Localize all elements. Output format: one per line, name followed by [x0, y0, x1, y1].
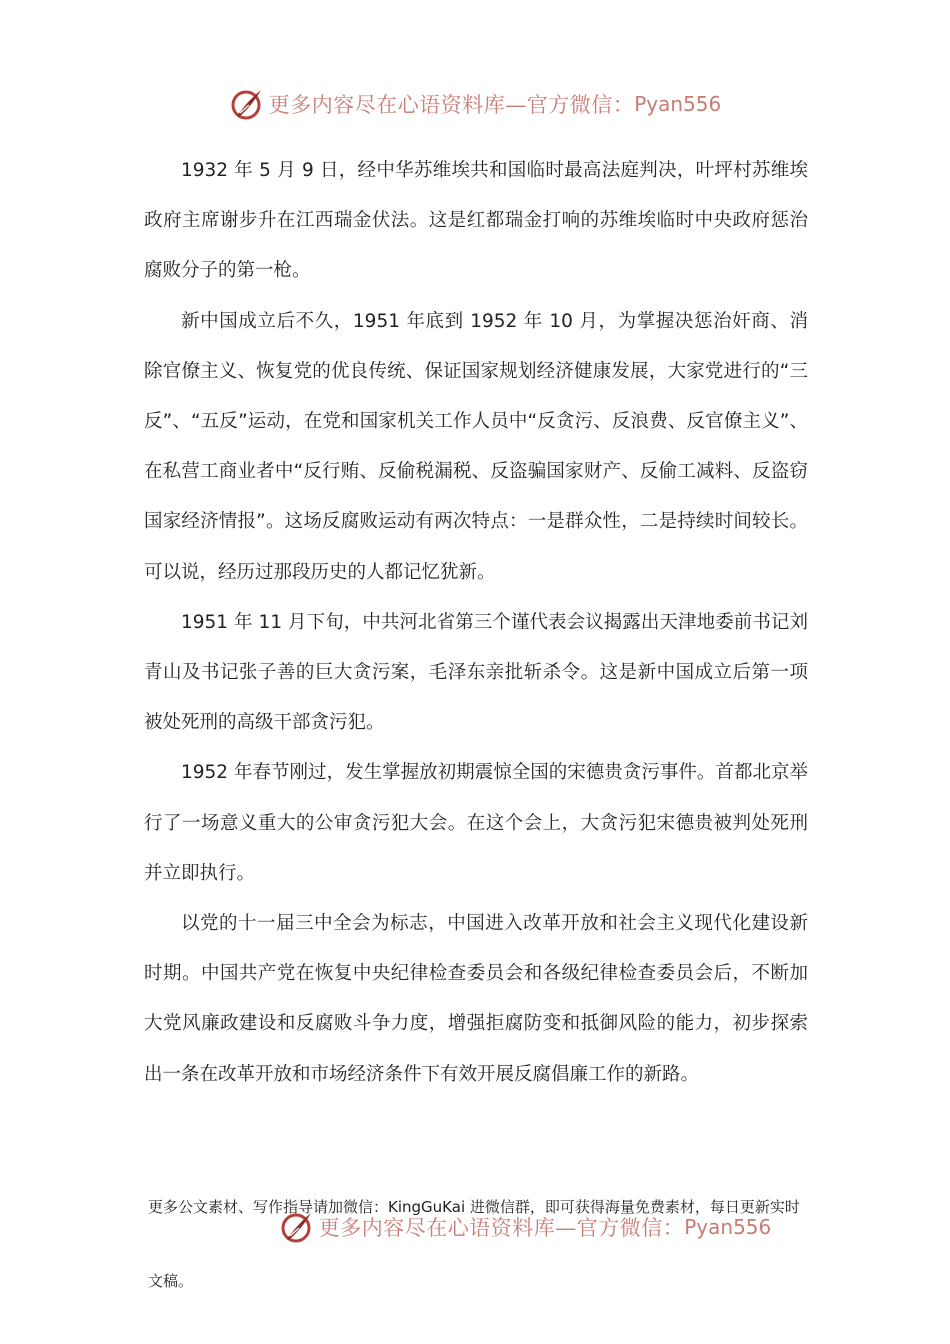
- watermark-banner-bottom: [50, 1207, 950, 1247]
- quill-logo-icon: [279, 1209, 315, 1245]
- watermark-text: 更多内容尽在心语资料库—官方微信：: [268, 93, 635, 117]
- watermark-wechat-id: Pyan556: [684, 1215, 772, 1239]
- paragraph-1: 1932 年 5 月 9 日，经中华苏维埃共和国临时最高法庭判决，叶坪村苏维埃政府主席谢步升在江西瑞金伏法。这是红都瑞金打响的苏维埃临时中央政府惩治腐败分子的第一枪。: [144, 160, 808, 282]
- watermark-wechat-id: Pyan556: [634, 92, 722, 116]
- paragraph-5: 以党的十一届三中全会为标志，中国进入改革开放和社会主义现代化建设新时期。中国共产党在恢复中央纪律检查委员会和各级纪律检查委员会后，不断加大党风廉政建设和反腐败斗争力度，增强拒腐防变和抵御风险的能力，初步探索出一条在改革开放和市场经济条件下有效开展反腐倡廉工作的新路。: [144, 913, 808, 1085]
- watermark-text: 更多内容尽在心语资料库—官方微信：: [318, 1216, 685, 1240]
- paragraph-2: 新中国成立后不久，1951 年底到 1952 年 10 月，为掌握决惩治奸商、消除官僚主义、恢复党的优良传统、保证国家规划经济健康发展，大家党进行的“三反”、“五反”运动，在党和国家机关工作人员中“反贪污、反浪费、反官僚主义”、在私营工商业者中“反行贿、反偷税漏税、反盗骗国家财产、反偷工减料、反盗窃国家经济情报”。这场反腐败运动有两次特点：一是群众性，二是持续时间较长。可以说，经历过那段历史的人都记忆犹新。: [144, 310, 808, 583]
- paragraph-3: 1951 年 11 月下旬，中共河北省第三个谨代表会议揭露出天津地委前书记刘青山及书记张子善的巨大贪污案，毛泽东亲批斩杀令。这是新中国成立后第一项被处死刑的高级干部贪污犯。: [144, 611, 808, 734]
- paragraph-4: 1952 年春节刚过，发生掌握放初期震惊全国的宋德贵贪污事件。首都北京举行了一场意义重大的公审贪污犯大会。在这个会上，大贪污犯宋德贵被判处死刑并立即执行。: [144, 762, 808, 884]
- footer-text-b: 进微信群，即可获得海量免费素材，每日更新实时文稿。: [148, 1198, 800, 1290]
- footer-wechat-id: KingGuKai: [388, 1198, 466, 1216]
- quill-logo-icon: [229, 86, 265, 122]
- document-body: [144, 146, 808, 1100]
- footer-text-a: 更多公文素材、写作指导请加微信：: [148, 1198, 389, 1216]
- watermark-banner-top: [0, 84, 950, 124]
